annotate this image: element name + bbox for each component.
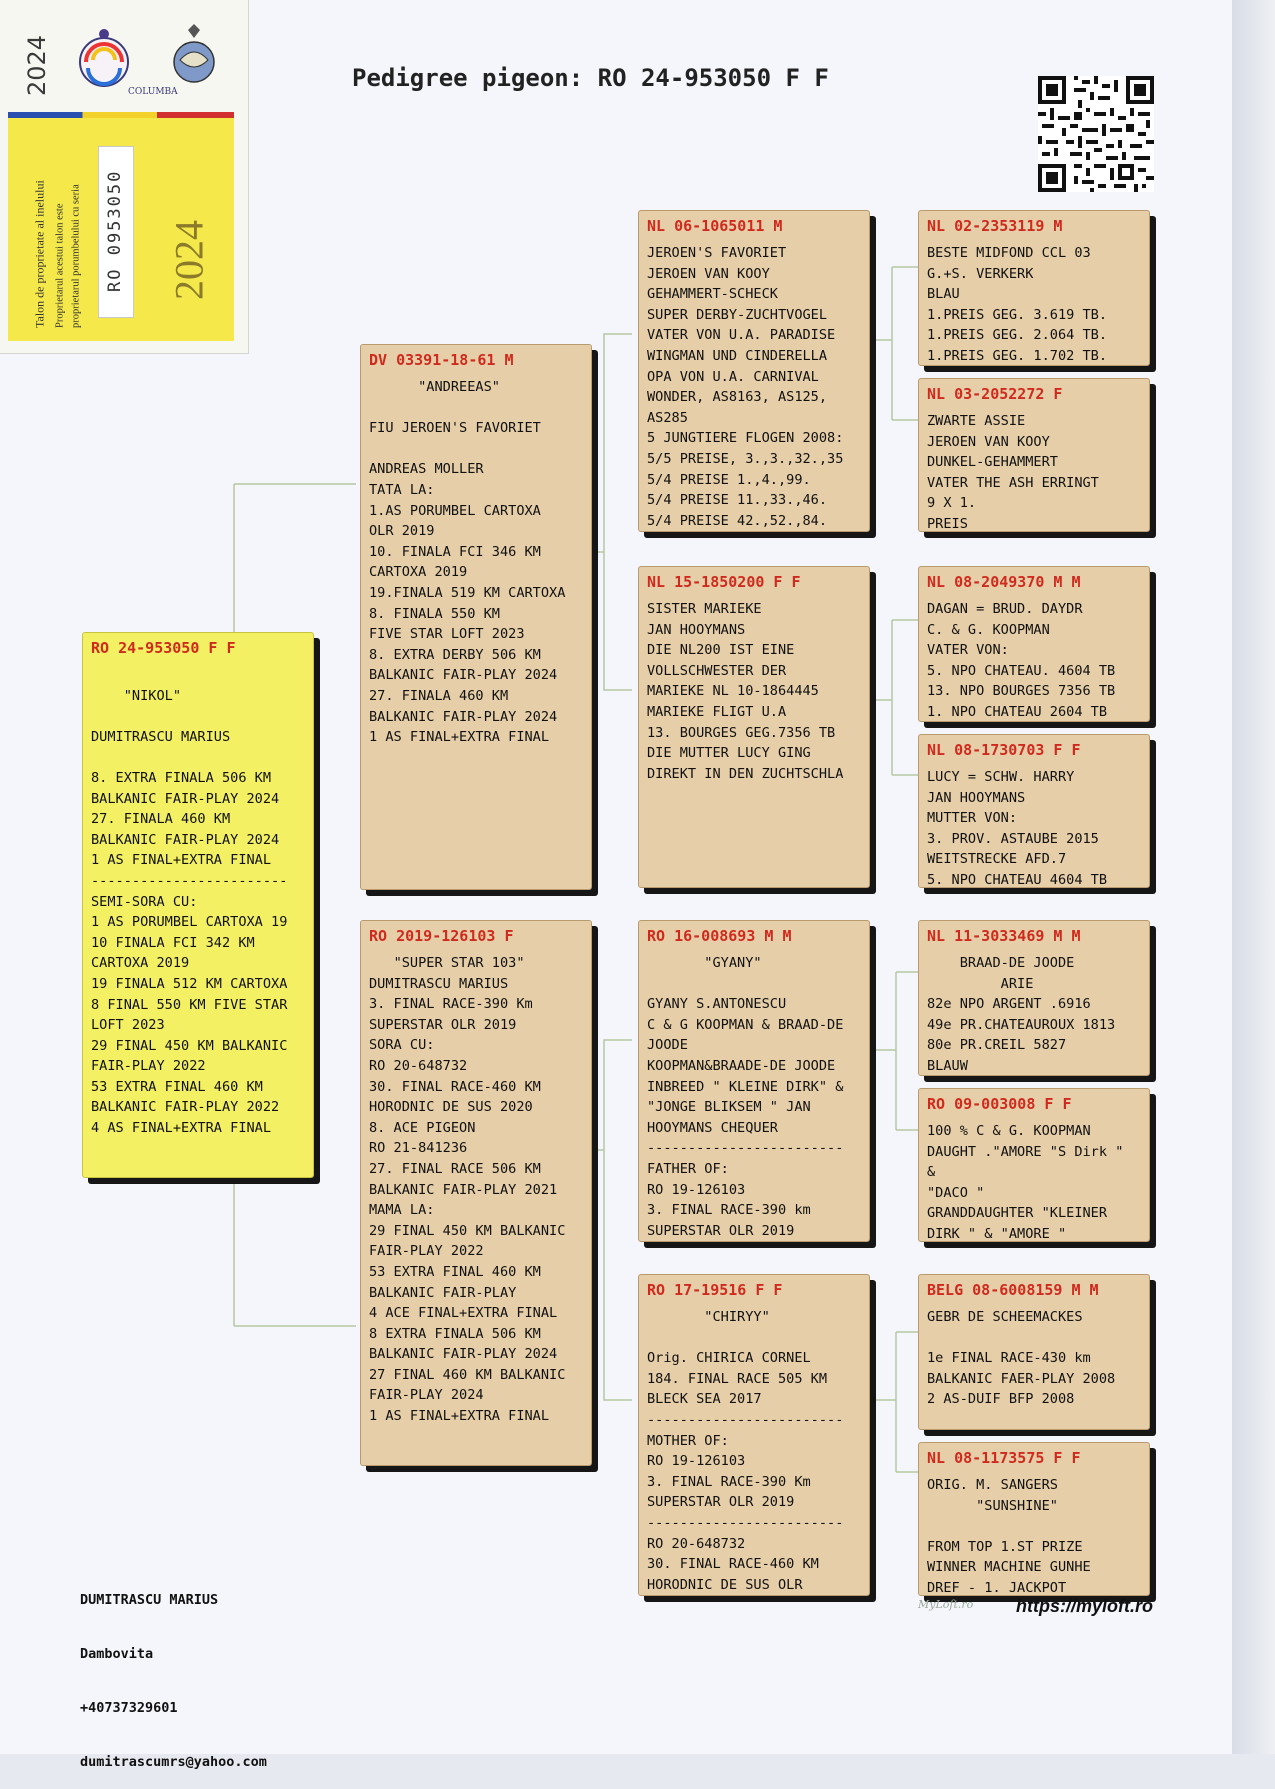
pigeon-card-ggp-1 bbox=[918, 210, 1150, 366]
pigeon-details: BESTE MIDFOND CCL 03 G.+S. VERKERK BLAU 1.PREIS GEG. 3.619 TB. 1.PREIS GEG. 2.064 TB. 1.PREIS GEG. 1.702 TB. bbox=[927, 245, 1108, 364]
pigeon-card-sire-dam bbox=[638, 566, 870, 888]
pigeon-details: "ANDREEAS" FIU JEROEN'S FAVORIET ANDREAS MOLLER TATA LA: 1.AS PORUMBEL CARTOXA OLR 2019 10. FINALA FCI 346 KM CARTOXA 2019 19.FINALA 519 KM CARTOXA 8. FINALA 550 KM FIVE STAR LOFT 2023 8. EXTRA DERBY 506 KM BALKANIC FAIR-PLAY 2024 27. FINALA 460 KM BALKANIC FAIR-PLAY 2024 1 AS FINAL+EXTRA FINAL bbox=[369, 379, 566, 746]
pigeon-ring-id: NL 02-2353119 M bbox=[927, 217, 1063, 235]
owner-email[interactable]: dumitrascumrs@yahoo.com bbox=[80, 1754, 267, 1770]
pigeon-card-dam-dam bbox=[638, 1274, 870, 1596]
pigeon-details: DAGAN = BRUD. DAYDR C. & G. KOOPMAN VATER VON: 5. NPO CHATEAU. 4604 TB 13. NPO BOURGES 7356 TB 1. NPO CHATEAU 2604 TB bbox=[927, 601, 1116, 720]
pigeon-details: 100 % C & G. KOOPMAN DAUGHT ."AMORE "S Dirk " & "DACO " GRANDDAUGHTER "KLEINER DIRK " & "AMORE " bbox=[927, 1123, 1124, 1242]
owner-phone: +40737329601 bbox=[80, 1700, 178, 1716]
owner-contact bbox=[80, 1555, 267, 1789]
stub-text-line3: proprietarul porumbelului cu seria bbox=[70, 184, 82, 328]
pigeon-ring-id: NL 11-3033469 M M bbox=[927, 927, 1081, 945]
stub-year-top: 2024 bbox=[23, 34, 51, 96]
owner-region: Dambovita bbox=[80, 1646, 154, 1662]
pigeon-card-ggp-6 bbox=[918, 1088, 1150, 1242]
stub-serial: RO 0953050 bbox=[105, 169, 125, 293]
pigeon-ring-id: RO 2019-126103 F bbox=[369, 927, 514, 945]
pigeon-details: BRAAD-DE JOODE ARIE 82e NPO ARGENT .6916 49e PR.CHATEAUROUX 1813 80e PR.CREIL 5827 BLAUW bbox=[927, 955, 1116, 1074]
owner-name: DUMITRASCU MARIUS bbox=[80, 1592, 219, 1608]
pigeon-details: ZWARTE ASSIE JEROEN VAN KOOY DUNKEL-GEHAMMERT VATER THE ASH ERRINGT 9 X 1. PREIS bbox=[927, 413, 1099, 532]
pigeon-card-ggp-4 bbox=[918, 734, 1150, 888]
pigeon-ring-id: NL 08-2049370 M M bbox=[927, 573, 1081, 591]
pigeon-card-subject bbox=[82, 632, 314, 1178]
logo-text: COLUMBA bbox=[128, 87, 178, 97]
pigeon-ring-id: RO 09-003008 F F bbox=[927, 1095, 1072, 1113]
pigeon-card-sire-sire bbox=[638, 210, 870, 532]
page-title: Pedigree pigeon: RO 24-953050 F F bbox=[352, 64, 829, 92]
pigeon-details: "CHIRYY" Orig. CHIRICA CORNEL 184. FINAL RACE 505 KM BLECK SEA 2017 ------------------------ MOTHER OF: RO 19-126103 3. FINAL RACE-390 Km SUPERSTAR OLR 2019 ------------------------ RO 20-648732 30. FINAL RACE-460 KM HORODNIC DE SUS OLR bbox=[647, 1309, 844, 1593]
pigeon-ring-id: BELG 08-6008159 M M bbox=[927, 1281, 1099, 1299]
pigeon-ring-id: NL 08-1173575 F F bbox=[927, 1449, 1081, 1467]
pigeon-card-ggp-7 bbox=[918, 1274, 1150, 1430]
pigeon-card-dam bbox=[360, 920, 592, 1466]
pigeon-ring-id: RO 16-008693 M M bbox=[647, 927, 792, 945]
pigeon-ring-id: NL 08-1730703 F F bbox=[927, 741, 1081, 759]
pigeon-ring-id: NL 06-1065011 M bbox=[647, 217, 783, 235]
pigeon-ring-id: RO 17-19516 F F bbox=[647, 1281, 783, 1299]
pigeon-details: "GYANY" GYANY S.ANTONESCU C & G KOOPMAN & BRAAD-DE JOODE KOOPMAN&BRAADE-DE JOODE INBREED " KLEINE DIRK" & "JONGE BLIKSEM " JAN HOOYMANS CHEQUER ------------------------ FATHER OF: RO 19-126103 3. FINAL RACE-390 km SUPERSTAR OLR 2019 bbox=[647, 955, 844, 1239]
myloft-logo: MyLoft.ro bbox=[918, 1598, 974, 1611]
stub-text-line1: Talon de proprietate al inelului bbox=[32, 180, 47, 328]
pigeon-details: "SUPER STAR 103" DUMITRASCU MARIUS 3. FINAL RACE-390 Km SUPERSTAR OLR 2019 SORA CU: RO 20-648732 30. FINAL RACE-460 KM HORODNIC DE SUS 2020 8. ACE PIGEON RO 21-841236 27. FINAL RACE 506 KM BALKANIC FAIR-PLAY 2021 MAMA LA: 29 FINAL 450 KM BALKANIC FAIR-PLAY 2022 53 EXTRA FINAL 460 KM BALKANIC FAIR-PLAY 4 ACE FINAL+EXTRA FINAL 8 EXTRA FINALA 506 KM BALKANIC FAIR-PLAY 2024 27 FINAL 460 KM BALKANIC FAIR-PLAY 2024 1 AS FINAL+EXTRA FINAL bbox=[369, 955, 566, 1425]
website-link[interactable]: https://myloft.ro bbox=[1016, 1596, 1153, 1616]
pigeon-details: "NIKOL" DUMITRASCU MARIUS 8. EXTRA FINALA 506 KM BALKANIC FAIR-PLAY 2024 27. FINALA 460 KM BALKANIC FAIR-PLAY 2024 1 AS FINAL+EXTRA FINAL ------------------------ SEMI-SORA CU: 1 AS PORUMBEL CARTOXA 19 10 FINALA FCI 342 KM CARTOXA 2019 19 FINALA 512 KM CARTOXA 8 FINAL 550 KM FIVE STAR LOFT 2023 29 FINAL 450 KM BALKANIC FAIR-PLAY 2022 53 EXTRA FINAL 460 KM BALKANIC FAIR-PLAY 2022 4 AS FINAL+EXTRA FINAL bbox=[91, 687, 288, 1137]
stub-year-big: 2024 bbox=[166, 220, 212, 300]
pigeon-details: SISTER MARIEKE JAN HOOYMANS DIE NL200 IST EINE VOLLSCHWESTER DER MARIEKE NL 10-1864445 MARIEKE FLIGT U.A 13. BOURGES GEG.7356 TB DIE MUTTER LUCY GING DIREKT IN DEN ZUCHTSCHLA bbox=[647, 601, 844, 782]
pigeon-details: JEROEN'S FAVORIET JEROEN VAN KOOY GEHAMMERT-SCHECK SUPER DERBY-ZUCHTVOGEL VATER VON U.A. PARADISE WINGMAN UND CINDERELLA OPA VON U.A. CARNIVAL WONDER, AS8163, AS125, AS285 5 JUNGTIERE FLOGEN 2008: 5/5 PREISE, 3.,3.,32.,35 5/4 PREISE 1.,4.,99. 5/4 PREISE 11.,33.,46. 5/4 PREISE 42.,52.,84. bbox=[647, 245, 844, 529]
pigeon-details: LUCY = SCHW. HARRY JAN HOOYMANS MUTTER VON: 3. PROV. ASTAUBE 2015 WEITSTRECKE AFD.7 5. NPO CHATEAU 4604 TB bbox=[927, 769, 1108, 888]
pigeon-card-ggp-5 bbox=[918, 920, 1150, 1076]
pigeon-details: GEBR DE SCHEEMACKES 1e FINAL RACE-430 km BALKANIC FAER-PLAY 2008 2 AS-DUIF BFP 2008 bbox=[927, 1309, 1116, 1408]
scan-edge bbox=[1232, 0, 1275, 1754]
pigeon-ring-id: NL 03-2052272 F bbox=[927, 385, 1063, 403]
pigeon-card-ggp-3 bbox=[918, 566, 1150, 722]
pigeon-card-ggp-8 bbox=[918, 1442, 1150, 1596]
pigeon-ring-id: NL 15-1850200 F F bbox=[647, 573, 801, 591]
pigeon-ring-id: RO 24-953050 F F bbox=[91, 639, 236, 657]
stub-text-line2: Proprietarul acestui talon este bbox=[54, 203, 66, 328]
pigeon-card-dam-sire bbox=[638, 920, 870, 1242]
pigeon-details: ORIG. M. SANGERS "SUNSHINE" FROM TOP 1.ST PRIZE WINNER MACHINE GUNHE DREF - 1. JACKPOT bbox=[927, 1477, 1091, 1596]
pigeon-ring-id: DV 03391-18-61 M bbox=[369, 351, 514, 369]
pigeon-card-sire bbox=[360, 344, 592, 890]
pigeon-card-ggp-2 bbox=[918, 378, 1150, 532]
